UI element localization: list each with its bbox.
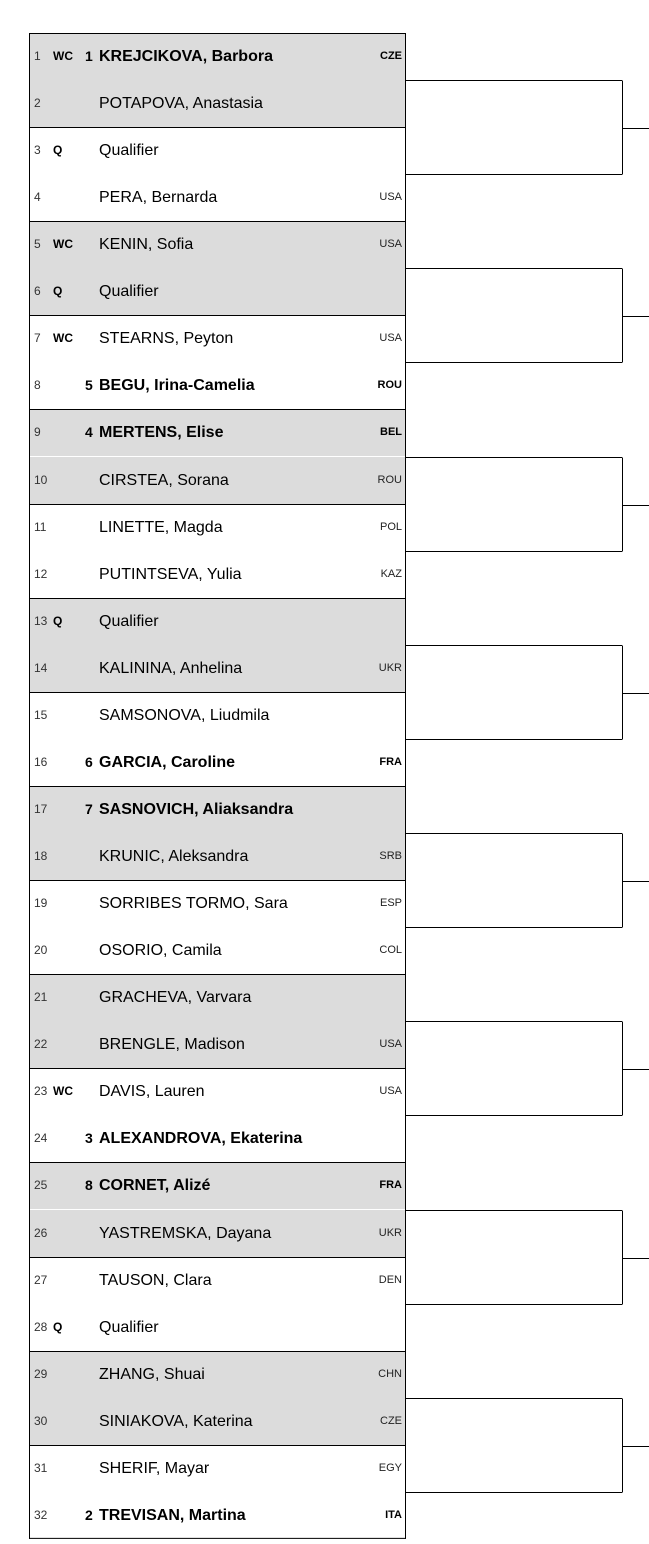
draw-row (29, 1162, 406, 1209)
player-name: BEGU, Irina-Camelia (99, 377, 255, 395)
draw-row (29, 1115, 406, 1162)
draw-position: 16 (34, 754, 48, 769)
player-name: KREJCIKOVA, Barbora (99, 48, 273, 65)
country-code: ROU (377, 473, 402, 486)
draw-position: 3 (34, 143, 41, 158)
player-name: PUTINTSEVA, Yulia (99, 565, 242, 583)
player-name: SAMSONOVA, Liudmila (99, 706, 270, 724)
player-name: Qualifier (99, 283, 159, 301)
draw-row (29, 504, 406, 551)
entry-status: Q (53, 1319, 63, 1334)
player-name: OSORIO, Camila (99, 942, 222, 960)
seed-number: 5 (85, 377, 93, 394)
player-name: KRUNIC, Aleksandra (99, 848, 249, 866)
draw-position: 15 (34, 707, 48, 722)
player-name: GARCIA, Caroline (99, 753, 236, 771)
draw-row (29, 80, 406, 127)
seed-number: 3 (85, 1130, 93, 1147)
draw-row (29, 786, 406, 833)
country-code: USA (379, 1085, 402, 1098)
seed-number: 1 (85, 48, 93, 64)
player-name: KENIN, Sofia (99, 236, 194, 254)
seed-number: 7 (85, 800, 93, 817)
country-code: DEN (378, 1273, 402, 1286)
draw-position: 18 (34, 849, 48, 864)
draw-row (29, 174, 406, 221)
draw-position: 1 (34, 49, 41, 63)
player-name: Qualifier (99, 1318, 159, 1336)
entry-status: WC (53, 1084, 73, 1099)
draw-row (29, 1021, 406, 1068)
player-name: Qualifier (99, 142, 159, 160)
country-code: CZE (380, 1414, 402, 1427)
country-code: COL (379, 944, 402, 957)
country-code: CHN (378, 1367, 402, 1380)
draw-row (29, 362, 406, 409)
draw-position: 19 (34, 896, 48, 911)
draw-position: 13 (34, 613, 48, 628)
draw-row (29, 692, 406, 739)
seed-number: 6 (85, 753, 93, 770)
draw-position: 28 (34, 1319, 48, 1334)
draw-row (29, 1210, 406, 1257)
draw-position: 20 (34, 943, 48, 958)
draw-position: 21 (34, 990, 48, 1005)
seed-number: 8 (85, 1177, 93, 1194)
draw-position: 4 (34, 190, 41, 205)
draw-position: 23 (34, 1084, 48, 1099)
player-name: KALININA, Anhelina (99, 659, 243, 677)
draw-position: 5 (34, 237, 41, 252)
draw-position: 14 (34, 660, 48, 675)
seed-number: 2 (85, 1506, 93, 1523)
draw-position: 29 (34, 1366, 48, 1381)
country-code: USA (379, 238, 402, 251)
country-code: UKR (378, 661, 402, 674)
player-name: CIRSTEA, Sorana (99, 471, 229, 489)
draw-row (29, 927, 406, 974)
player-name: GRACHEVA, Varvara (99, 989, 252, 1007)
country-code: ESP (379, 897, 402, 910)
draw-row (29, 833, 406, 880)
country-code: CZE (380, 50, 402, 62)
country-code: ITA (385, 1508, 402, 1521)
country-code: BEL (380, 426, 402, 439)
draw-row (29, 1445, 406, 1492)
player-name: YASTREMSKA, Dayana (99, 1224, 272, 1242)
draw-row (29, 1068, 406, 1115)
country-code: USA (379, 191, 402, 204)
draw-position: 12 (34, 566, 48, 581)
draw-position: 7 (34, 331, 41, 346)
player-name: Qualifier (99, 612, 159, 630)
country-code: FRA (379, 1179, 402, 1192)
draw-position: 26 (34, 1225, 48, 1240)
player-name: ZHANG, Shuai (99, 1365, 205, 1383)
draw-position: 22 (34, 1037, 48, 1052)
country-code: KAZ (380, 567, 402, 580)
draw-row (29, 1351, 406, 1398)
draw-position: 25 (34, 1178, 48, 1193)
draw-position: 17 (34, 801, 48, 816)
country-code: POL (379, 520, 402, 533)
player-name: BRENGLE, Madison (99, 1036, 245, 1054)
seed-number: 4 (85, 424, 93, 441)
draw-position: 2 (34, 96, 41, 111)
entry-status: WC (53, 49, 73, 63)
country-code: SRB (379, 850, 402, 863)
country-code: ROU (377, 379, 402, 392)
country-code: EGY (378, 1461, 402, 1474)
draw-position: 31 (34, 1460, 48, 1475)
draw-row (29, 1304, 406, 1351)
draw-row (29, 127, 406, 174)
player-name: POTAPOVA, Anastasia (99, 95, 263, 113)
draw-row (29, 1257, 406, 1304)
country-code: UKR (378, 1226, 402, 1239)
draw-row (29, 457, 406, 504)
country-code: USA (379, 332, 402, 345)
entry-status: Q (53, 284, 63, 299)
draw-row (29, 221, 406, 268)
player-name: SORRIBES TORMO, Sara (99, 895, 288, 913)
player-name: TREVISAN, Martina (99, 1506, 246, 1524)
draw-row (29, 315, 406, 362)
draw-row (29, 268, 406, 315)
player-name: LINETTE, Magda (99, 518, 223, 536)
draw-row (29, 739, 406, 786)
player-name: MERTENS, Elise (99, 424, 224, 442)
draw-row (29, 880, 406, 927)
player-name: PERA, Bernarda (99, 189, 218, 207)
entry-status: WC (53, 331, 73, 346)
draw-row (29, 1492, 406, 1539)
country-code: FRA (379, 755, 402, 768)
draw-position: 24 (34, 1131, 48, 1146)
draw-position: 30 (34, 1413, 48, 1428)
draw-position: 10 (34, 472, 48, 487)
draw-position: 6 (34, 284, 41, 299)
entry-status: Q (53, 613, 63, 628)
player-name: TAUSON, Clara (99, 1271, 212, 1289)
player-name: STEARNS, Peyton (99, 330, 234, 348)
player-name: SASNOVICH, Aliaksandra (99, 800, 294, 818)
draw-row (29, 551, 406, 598)
country-code: USA (379, 1038, 402, 1051)
player-name: CORNET, Alizé (99, 1177, 211, 1195)
draw-row (29, 974, 406, 1021)
draw-position: 32 (34, 1507, 48, 1522)
player-name: ALEXANDROVA, Ekaterina (99, 1130, 303, 1148)
player-name: SHERIF, Mayar (99, 1459, 210, 1477)
draw-position: 8 (34, 378, 41, 393)
draw-row (29, 645, 406, 692)
draw-row (29, 598, 406, 645)
draw-row (29, 409, 406, 456)
draw-row (29, 1398, 406, 1445)
draw-position: 9 (34, 425, 41, 440)
player-name: DAVIS, Lauren (99, 1083, 205, 1101)
player-name: SINIAKOVA, Katerina (99, 1412, 253, 1430)
entry-status: Q (53, 143, 63, 158)
draw-row (29, 33, 406, 80)
draw-position: 11 (34, 519, 47, 534)
entry-status: WC (53, 237, 73, 252)
draw-position: 27 (34, 1272, 48, 1287)
